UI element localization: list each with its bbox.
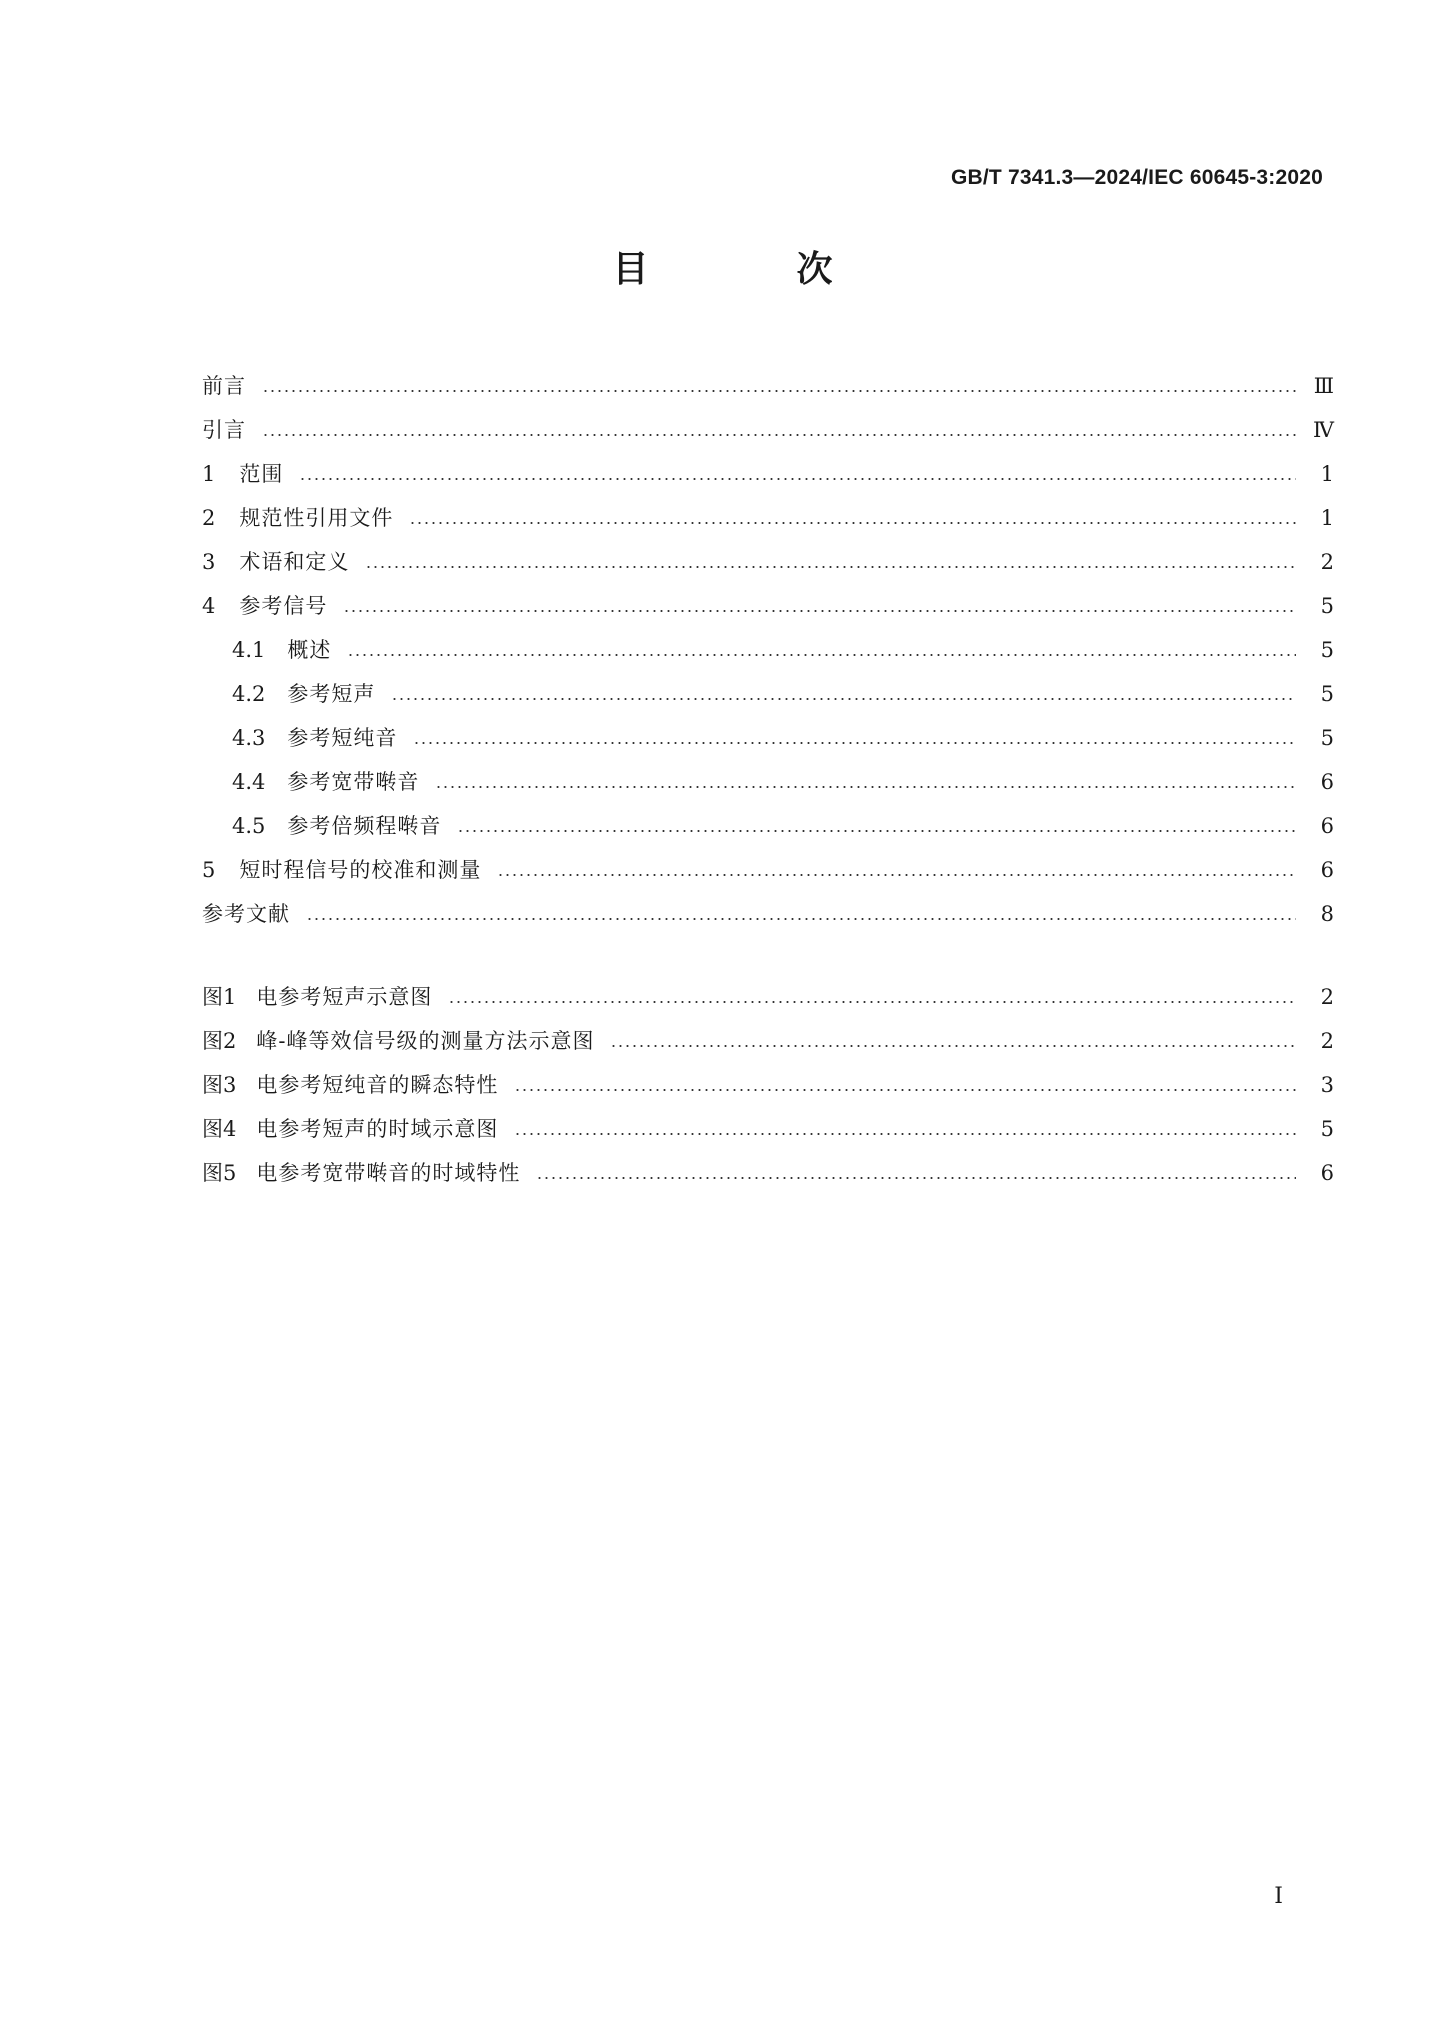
entry-text: 短时程信号的校准和测量 <box>239 858 482 882</box>
figure-number: 图4 <box>202 1117 237 1141</box>
toc-entry[interactable] <box>202 716 1334 760</box>
toc-entry-title <box>202 672 391 716</box>
entry-text: 前言 <box>202 374 246 398</box>
page-ref: Ⅲ <box>1313 374 1334 398</box>
toc-entry[interactable] <box>202 848 1334 892</box>
entry-text: 峰-峰等效信号级的测量方法示意图 <box>256 1029 595 1053</box>
figure-title <box>202 1107 514 1151</box>
leader-dots <box>610 1019 1296 1063</box>
section-number: 1 <box>202 462 216 486</box>
leader-dots <box>343 584 1296 628</box>
toc-entry[interactable] <box>202 760 1334 804</box>
toc-entry-title <box>202 848 497 892</box>
page-ref: 2 <box>1320 550 1334 574</box>
entry-text: 参考文献 <box>202 902 290 926</box>
toc-entry[interactable] <box>202 672 1334 716</box>
section-number: 3 <box>202 550 216 574</box>
figure-number: 图3 <box>202 1073 237 1097</box>
page-ref: 5 <box>1320 1117 1334 1141</box>
toc-entry[interactable] <box>202 804 1334 848</box>
figure-number: 图2 <box>202 1029 237 1053</box>
leader-dots <box>514 1063 1296 1107</box>
page-ref: 5 <box>1320 682 1334 706</box>
leader-dots <box>306 892 1296 936</box>
leader-dots <box>536 1151 1296 1195</box>
toc-entry-title <box>202 628 347 672</box>
figure-title <box>202 975 448 1019</box>
leader-dots <box>262 364 1296 408</box>
figure-number: 图5 <box>202 1161 237 1185</box>
section-number: 4.2 <box>232 682 266 706</box>
entry-text: 电参考短声的时域示意图 <box>256 1117 499 1141</box>
toc-entry-title <box>202 760 435 804</box>
toc-entry-title <box>202 452 299 496</box>
leader-dots <box>448 975 1296 1019</box>
toc-entry[interactable] <box>202 496 1334 540</box>
section-number: 4.4 <box>232 770 266 794</box>
figure-list-item[interactable] <box>202 1107 1334 1151</box>
entry-text: 参考倍频程啭音 <box>287 814 442 838</box>
page-ref: 6 <box>1320 770 1334 794</box>
leader-dots <box>497 848 1296 892</box>
figure-title <box>202 1019 610 1063</box>
section-number: 4 <box>202 594 216 618</box>
page-title: 目 次 <box>612 249 889 290</box>
leader-dots <box>514 1107 1296 1151</box>
figure-list-item[interactable] <box>202 1019 1334 1063</box>
page-ref: 1 <box>1320 462 1334 486</box>
toc-entry[interactable] <box>202 452 1334 496</box>
toc-entry-title <box>202 716 413 760</box>
toc-entry[interactable] <box>202 364 1334 408</box>
toc-entry-title <box>202 804 457 848</box>
entry-text: 参考宽带啭音 <box>287 770 420 794</box>
entry-text: 参考短纯音 <box>287 726 398 750</box>
page-ref: 3 <box>1320 1073 1334 1097</box>
page-ref: 6 <box>1320 858 1334 882</box>
page-ref: 5 <box>1320 726 1334 750</box>
section-number: 5 <box>202 858 216 882</box>
entry-text: 引言 <box>202 418 246 442</box>
page-ref: 8 <box>1320 902 1334 926</box>
section-number: 4.3 <box>232 726 266 750</box>
toc-entry-title <box>202 364 262 408</box>
entry-text: 电参考宽带啭音的时域特性 <box>256 1161 521 1185</box>
figure-number: 图1 <box>202 985 237 1009</box>
page-number: Ⅰ <box>1274 1884 1283 1909</box>
figure-list-item[interactable] <box>202 975 1334 1019</box>
leader-dots <box>365 540 1296 584</box>
entry-text: 参考短声 <box>287 682 376 706</box>
entry-text: 概述 <box>287 638 332 662</box>
entry-text: 参考信号 <box>239 594 328 618</box>
page-ref: 6 <box>1320 1161 1334 1185</box>
leader-dots <box>457 804 1296 848</box>
leader-dots <box>435 760 1296 804</box>
toc-entry[interactable] <box>202 584 1334 628</box>
entry-text: 电参考短声示意图 <box>256 985 433 1009</box>
entry-text: 范围 <box>239 462 284 486</box>
toc-entry[interactable] <box>202 540 1334 584</box>
toc-entry-title <box>202 408 262 452</box>
section-number: 4.1 <box>232 638 266 662</box>
leader-dots <box>347 628 1296 672</box>
leader-dots <box>391 672 1296 716</box>
toc-entry[interactable] <box>202 892 1334 936</box>
standard-code: GB/T 7341.3—2024/IEC 60645-3:2020 <box>951 166 1323 189</box>
toc-entry-title <box>202 584 343 628</box>
figure-title <box>202 1063 514 1107</box>
figure-list-item[interactable] <box>202 1063 1334 1107</box>
page-ref: 5 <box>1320 594 1334 618</box>
page-ref: 1 <box>1320 506 1334 530</box>
leader-dots <box>409 496 1296 540</box>
page-ref: 5 <box>1320 638 1334 662</box>
figure-title <box>202 1151 536 1195</box>
toc-entry-title <box>202 540 365 584</box>
page-ref: 6 <box>1320 814 1334 838</box>
toc-entry[interactable] <box>202 408 1334 452</box>
page-ref: 2 <box>1320 1029 1334 1053</box>
figure-list-item[interactable] <box>202 1151 1334 1195</box>
toc-entry-title <box>202 892 306 936</box>
toc-entry[interactable] <box>202 628 1334 672</box>
page-ref: Ⅳ <box>1313 418 1334 442</box>
entry-text: 术语和定义 <box>239 550 350 574</box>
leader-dots <box>299 452 1296 496</box>
leader-dots <box>413 716 1296 760</box>
entry-text: 电参考短纯音的瞬态特性 <box>256 1073 499 1097</box>
section-number: 4.5 <box>232 814 266 838</box>
section-number: 2 <box>202 506 216 530</box>
entry-text: 规范性引用文件 <box>239 506 394 530</box>
page-ref: 2 <box>1320 985 1334 1009</box>
toc-entry-title <box>202 496 409 540</box>
leader-dots <box>262 408 1296 452</box>
